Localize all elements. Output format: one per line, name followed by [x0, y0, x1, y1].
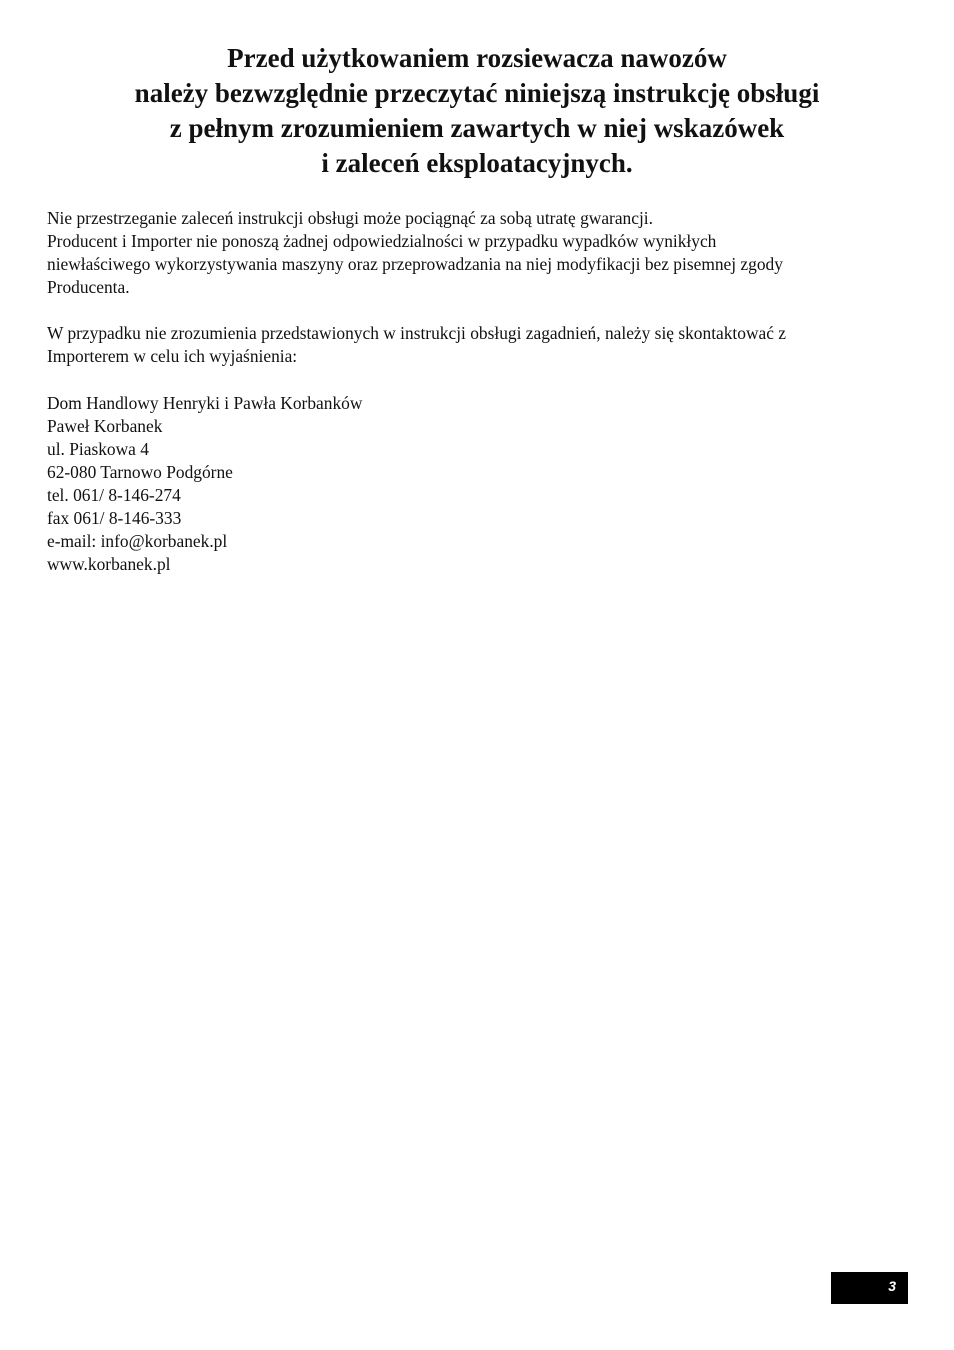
contact-note-paragraph	[47, 322, 917, 368]
importer-phone: tel. 061/ 8-146-274	[47, 485, 181, 505]
title-line: należy bezwzględnie przeczytać niniejszą instrukcję obsługi	[134, 78, 820, 108]
paragraph-line: niewłaściwego wykorzystywania maszyny oraz przeprowadzania na niej modyfikacji bez pisemnej zgody	[47, 254, 783, 274]
paragraph-line: Producenta.	[47, 277, 130, 297]
importer-address-block	[47, 392, 917, 576]
importer-company: Dom Handlowy Henryki i Pawła Korbanków	[47, 393, 363, 413]
paragraph-line: Producent i Importer nie ponoszą żadnej odpowiedzialności w przypadku wypadków wynikłych	[47, 231, 717, 251]
importer-city: 62-080 Tarnowo Podgórne	[47, 462, 233, 482]
page-title	[0, 41, 954, 181]
paragraph-line: W przypadku nie zrozumienia przedstawionych w instrukcji obsługi zagadnień, należy się skontaktować z	[47, 323, 787, 343]
importer-fax: fax 061/ 8-146-333	[47, 508, 182, 528]
importer-street: ul. Piaskowa 4	[47, 439, 149, 459]
page-number-badge	[831, 1272, 908, 1304]
paragraph-line: Importerem w celu ich wyjaśnienia:	[47, 346, 298, 366]
warranty-warning-paragraph	[47, 207, 917, 299]
importer-person: Paweł Korbanek	[47, 416, 163, 436]
title-line: z pełnym zrozumieniem zawartych w niej wskazówek	[169, 113, 785, 143]
title-line: i zaleceń eksploatacyjnych.	[321, 148, 633, 178]
importer-website: www.korbanek.pl	[47, 554, 171, 574]
importer-email: e-mail: info@korbanek.pl	[47, 531, 228, 551]
page-number: 3	[888, 1278, 896, 1294]
paragraph-line: Nie przestrzeganie zaleceń instrukcji obsługi może pociągnąć za sobą utratę gwarancji.	[47, 208, 653, 228]
title-line: Przed użytkowaniem rozsiewacza nawozów	[227, 43, 727, 73]
